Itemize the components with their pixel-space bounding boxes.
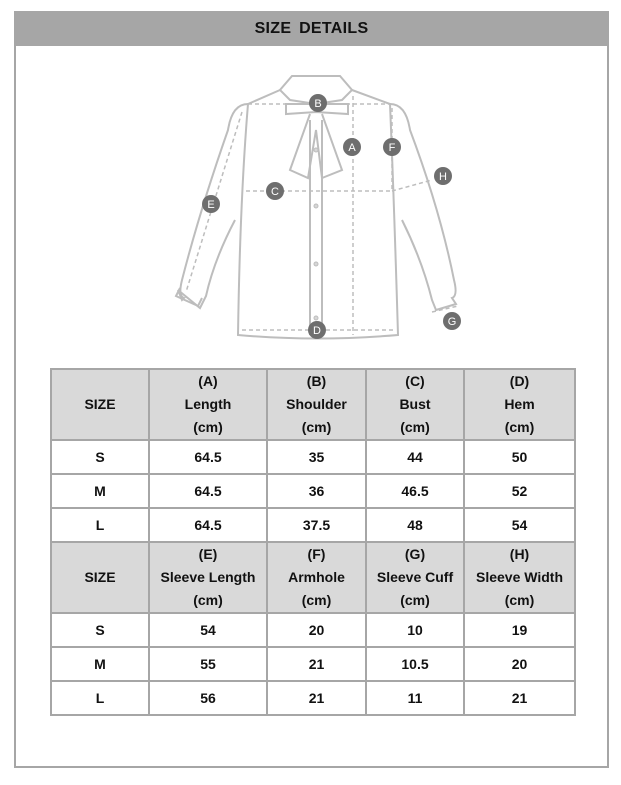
page-title: SIZE DETAILS	[14, 11, 609, 46]
value-cell: 21	[267, 681, 366, 715]
header-row	[51, 369, 575, 440]
size-table	[50, 368, 576, 716]
header-row	[51, 542, 575, 613]
size-cell: S	[51, 440, 149, 474]
header-cell	[51, 369, 149, 440]
shirt-diagram	[170, 60, 470, 350]
value-cell: 37.5	[267, 508, 366, 542]
header-text: (cm)	[301, 592, 332, 608]
value-cell: 48	[366, 508, 464, 542]
header-text: Hem	[504, 396, 535, 412]
value-cell: 36	[267, 474, 366, 508]
header-text: SIZE	[84, 396, 116, 412]
value-cell: 21	[464, 681, 575, 715]
table-row	[51, 647, 575, 681]
header-text: SIZE	[84, 569, 116, 585]
size-cell: M	[51, 474, 149, 508]
header-cell	[51, 542, 149, 613]
header-cell	[366, 369, 464, 440]
value-cell: 21	[267, 647, 366, 681]
header-text: Shoulder	[286, 396, 347, 412]
header-cell	[267, 542, 366, 613]
value-cell: 44	[366, 440, 464, 474]
marker-label: G	[447, 316, 457, 328]
header-cell	[464, 542, 575, 613]
header-text: Armhole	[288, 569, 345, 585]
header-cell	[267, 369, 366, 440]
value-cell: 54	[149, 613, 267, 647]
header-text: (G)	[404, 546, 426, 562]
header-text: (A)	[198, 373, 218, 389]
size-cell: L	[51, 681, 149, 715]
header-text: (cm)	[193, 419, 223, 435]
header-cell	[149, 369, 267, 440]
marker-label: C	[271, 186, 279, 198]
size-cell: S	[51, 613, 149, 647]
header-text: (cm)	[400, 419, 430, 435]
value-cell: 55	[149, 647, 267, 681]
header-text: (F)	[307, 546, 326, 562]
header-text: (D)	[509, 373, 530, 389]
value-cell: 54	[464, 508, 575, 542]
value-cell: 10.5	[366, 647, 464, 681]
header-text: Sleeve Width	[475, 569, 563, 585]
marker-label: B	[314, 98, 322, 110]
header-text: (H)	[509, 546, 530, 562]
marker-label: H	[439, 171, 447, 183]
table-row	[51, 440, 575, 474]
table-row	[51, 613, 575, 647]
header-text: Length	[184, 396, 232, 412]
header-text: (E)	[198, 546, 218, 562]
header-text: Sleeve Length	[160, 569, 256, 585]
value-cell: 11	[366, 681, 464, 715]
header-text: (B)	[306, 373, 327, 389]
header-text: Sleeve Cuff	[376, 569, 454, 585]
header-text: (cm)	[400, 592, 430, 608]
header-text: (cm)	[504, 592, 535, 608]
value-cell: 10	[366, 613, 464, 647]
size-cell: L	[51, 508, 149, 542]
value-cell: 46.5	[366, 474, 464, 508]
header-text: (C)	[405, 373, 425, 389]
marker-label: D	[313, 325, 321, 337]
marker-label: F	[388, 142, 396, 154]
table-row	[51, 681, 575, 715]
value-cell: 35	[267, 440, 366, 474]
value-cell: 19	[464, 613, 575, 647]
header-cell	[464, 369, 575, 440]
header-cell	[366, 542, 464, 613]
header-text: (cm)	[301, 419, 332, 435]
value-cell: 20	[464, 647, 575, 681]
header-text: (cm)	[504, 419, 535, 435]
marker-label: A	[348, 142, 356, 154]
header-cell	[149, 542, 267, 613]
table-row	[51, 474, 575, 508]
value-cell: 20	[267, 613, 366, 647]
value-cell: 64.5	[149, 440, 267, 474]
table-row	[51, 508, 575, 542]
value-cell: 50	[464, 440, 575, 474]
header-text: Bust	[399, 396, 431, 412]
value-cell: 64.5	[149, 474, 267, 508]
value-cell: 64.5	[149, 508, 267, 542]
size-cell: M	[51, 647, 149, 681]
value-cell: 52	[464, 474, 575, 508]
marker-label: E	[207, 199, 215, 211]
header-text: (cm)	[193, 592, 223, 608]
value-cell: 56	[149, 681, 267, 715]
